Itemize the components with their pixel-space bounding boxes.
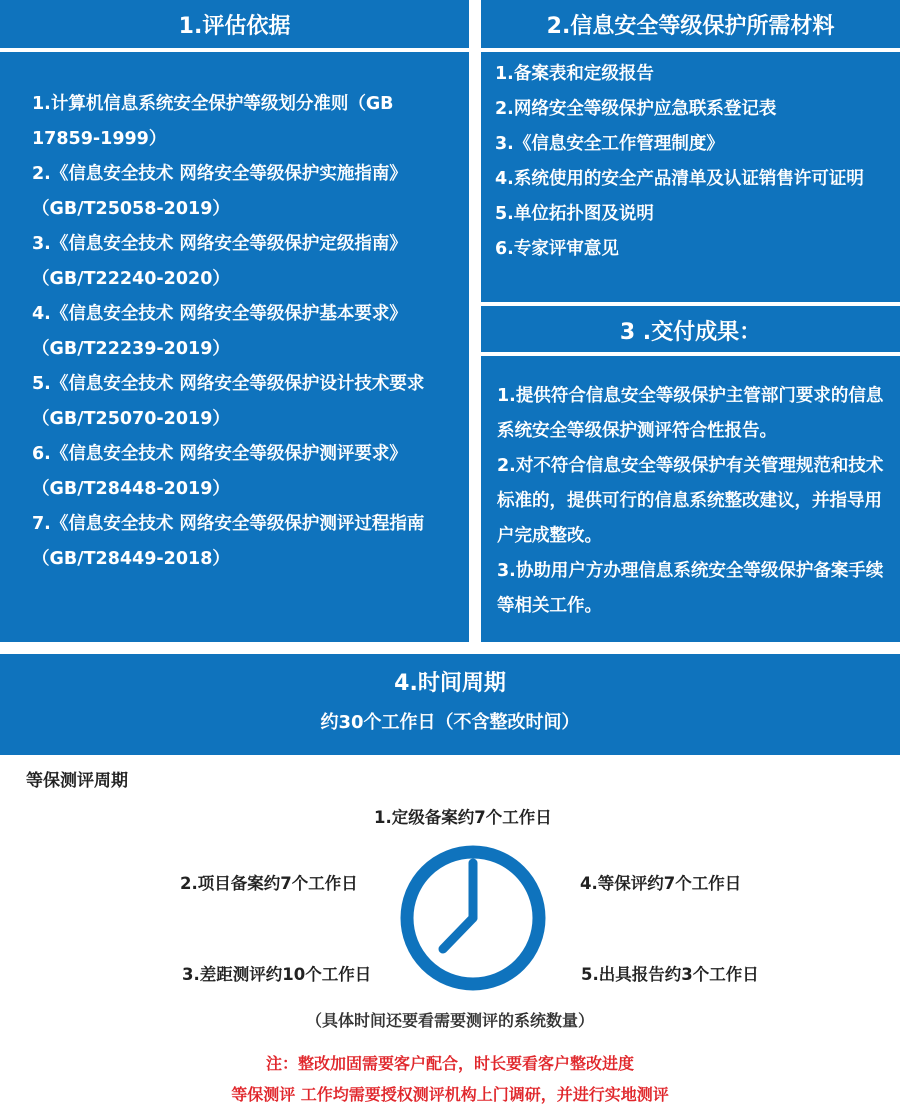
remark-line-2: 等保测评 工作均需要授权测评机构上门调研，并进行实地测评 bbox=[231, 1085, 669, 1104]
basis-divider bbox=[0, 48, 469, 52]
period-panel bbox=[0, 654, 900, 755]
cycle-step-2: 2.项目备案约7个工作日 bbox=[180, 874, 358, 893]
cycle-title: 等保测评周期 bbox=[26, 771, 128, 791]
materials-item: 6.专家评审意见 bbox=[495, 239, 619, 259]
basis-panel bbox=[0, 0, 469, 642]
basis-item: 5.《信息安全技术 网络安全等级保护设计技术要求（GB/T25070-2019） bbox=[32, 374, 425, 429]
cycle-step-4: 4.等保评约7个工作日 bbox=[580, 874, 742, 893]
basis-item: 2.《信息安全技术 网络安全等级保护实施指南》（GB/T25058-2019） bbox=[32, 164, 407, 219]
deliverables-item: 2.对不符合信息安全等级保护有关管理规范和技术标准的，提供可行的信息系统整改建议，并指导用户完成整改。 bbox=[497, 456, 884, 546]
deliverables-item: 1.提供符合信息安全等级保护主管部门要求的信息系统安全等级保护测评符合性报告。 bbox=[497, 386, 884, 441]
materials-item: 3.《信息安全工作管理制度》 bbox=[495, 134, 724, 154]
deliverables-list bbox=[481, 379, 900, 624]
materials-item: 4.系统使用的安全产品清单及认证销售许可证明 bbox=[495, 169, 864, 189]
period-subtitle: 约30个工作日（不含整改时间） bbox=[320, 712, 580, 733]
period-title: 4.时间周期 bbox=[394, 670, 506, 696]
materials-item: 1.备案表和定级报告 bbox=[495, 64, 654, 84]
basis-item: 4.《信息安全技术 网络安全等级保护基本要求》（GB/T22239-2019） bbox=[32, 304, 407, 359]
cycle-note: （具体时间还要看需要测评的系统数量） bbox=[305, 1011, 594, 1030]
cycle-step-3: 3.差距测评约10个工作日 bbox=[182, 965, 372, 984]
cycle-step-1: 1.定级备案约7个工作日 bbox=[374, 808, 552, 827]
basis-item: 7.《信息安全技术 网络安全等级保护测评过程指南（GB/T28449-2018） bbox=[32, 514, 425, 569]
cycle-step-5: 5.出具报告约3个工作日 bbox=[581, 965, 759, 984]
deliverables-item: 3.协助用户方办理信息系统安全等级保护备案手续等相关工作。 bbox=[497, 561, 884, 616]
deliverables-divider bbox=[481, 352, 900, 356]
materials-list bbox=[481, 57, 900, 267]
basis-item: 6.《信息安全技术 网络安全等级保护测评要求》（GB/T28448-2019） bbox=[32, 444, 407, 499]
deliverables-top-divider bbox=[481, 302, 900, 306]
clock-icon bbox=[398, 843, 548, 993]
materials-title: 2.信息安全等级保护所需材料 bbox=[546, 13, 835, 39]
basis-list bbox=[0, 87, 469, 577]
materials-divider bbox=[481, 48, 900, 52]
materials-panel bbox=[481, 0, 900, 302]
materials-item: 2.网络安全等级保护应急联系登记表 bbox=[495, 99, 777, 119]
basis-item: 3.《信息安全技术 网络安全等级保护定级指南》（GB/T22240-2020） bbox=[32, 234, 407, 289]
basis-item: 1.计算机信息系统安全保护等级划分准则（GB 17859-1999） bbox=[32, 94, 394, 149]
materials-item: 5.单位拓扑图及说明 bbox=[495, 204, 654, 224]
remark-line-1: 注：整改加固需要客户配合，时长要看客户整改进度 bbox=[265, 1054, 634, 1073]
deliverables-title: 3 .交付成果： bbox=[619, 319, 762, 345]
basis-title: 1.评估依据 bbox=[178, 13, 291, 39]
deliverables-panel bbox=[481, 302, 900, 642]
